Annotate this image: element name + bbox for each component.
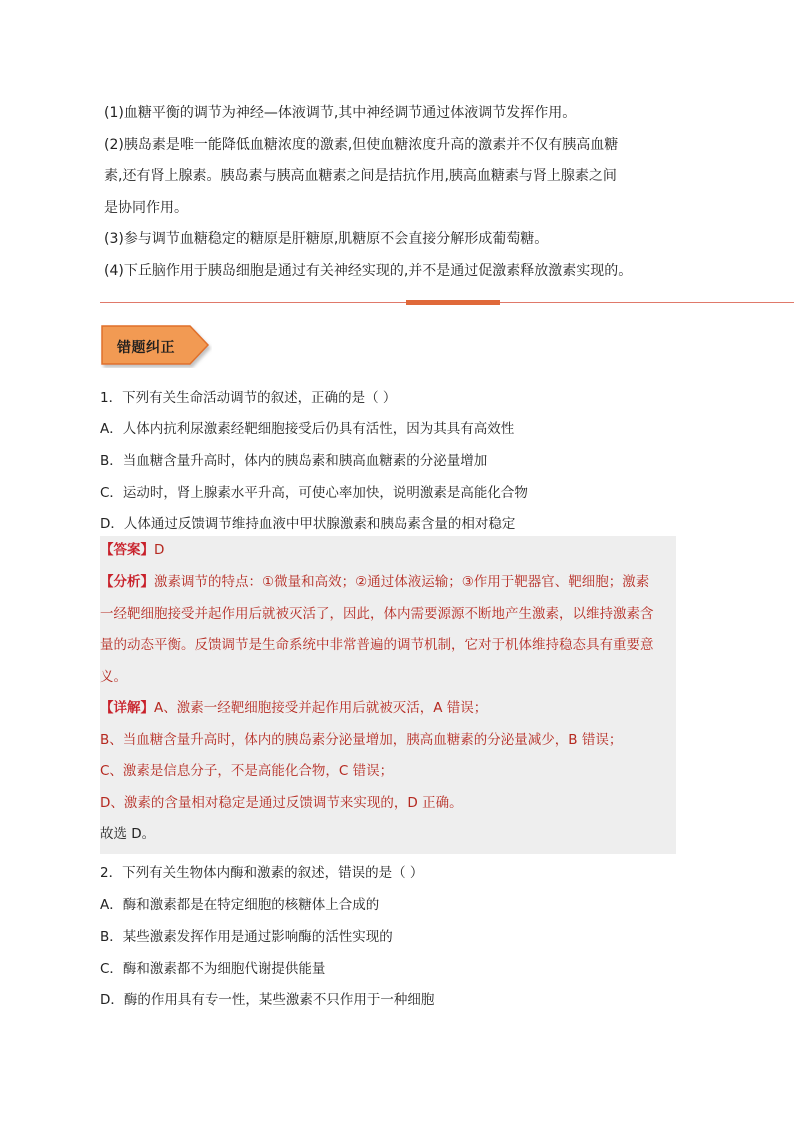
detail-block [100, 693, 676, 851]
detail-line: A、激素一经靶细胞接受并起作用后就被灭活，A 错误； [154, 700, 488, 716]
detail-line: C、激素是信息分子，不是高能化合物，C 错误； [100, 763, 394, 779]
question-1-option-d: D．人体通过反馈调节维持血液中甲状腺激素和胰岛素含量的相对稳定 [100, 516, 516, 532]
note-line: 素,还有肾上腺素。胰岛素与胰高血糖素之间是拮抗作用,胰高血糖素与肾上腺素之间 [104, 168, 617, 184]
note-line: (1)血糖平衡的调节为神经—体液调节,其中神经调节通过体液调节发挥作用。 [104, 105, 577, 121]
question-2-stem: 2．下列有关生物体内酶和激素的叙述，错误的是（ ） [100, 865, 424, 881]
answer-line [100, 535, 676, 567]
question-1-stem: 1．下列有关生命活动调节的叙述，正确的是（ ） [100, 390, 397, 406]
section-divider-accent [406, 300, 500, 305]
detail-line: D、激素的含量相对稳定是通过反馈调节来实现的，D 正确。 [100, 794, 463, 811]
analysis-tag: 【分析】 [100, 574, 154, 590]
answer-tag: 【答案】 [100, 542, 154, 558]
question-1-option-b: B．当血糖含量升高时，体内的胰岛素和胰高血糖素的分泌量增加 [100, 453, 488, 469]
note-line: 是协同作用。 [104, 199, 188, 216]
answer-value: D [154, 542, 165, 558]
question-1-option-a: A．人体内抗利尿激素经靶细胞接受后仍具有活性，因为其具有高效性 [100, 421, 515, 437]
analysis-line: 义。 [100, 668, 127, 685]
detail-line: B、当血糖含量升高时，体内的胰岛素分泌量增加，胰高血糖素的分泌量减少，B 错误； [100, 731, 623, 748]
detail-tag: 【详解】 [100, 700, 154, 716]
note-line: (4)下丘脑作用于胰岛细胞是通过有关神经实现的,并不是通过促激素释放激素实现的。 [104, 262, 633, 279]
analysis-block [100, 567, 676, 693]
question-1-option-c: C．运动时，肾上腺素水平升高，可使心率加快，说明激素是高能化合物 [100, 485, 528, 501]
question-2-option-b: B．某些激素发挥作用是通过影响酶的活性实现的 [100, 929, 393, 945]
note-line: (2)胰岛素是唯一能降低血糖浓度的激素,但使血糖浓度升高的激素并不仅有胰高血糖 [104, 136, 619, 153]
analysis-line: 激素调节的特点：①微量和高效；②通过体液运输；③作用于靶器官、靶细胞；激素 [154, 574, 650, 590]
question-2-option-c: C．酶和激素都不为细胞代谢提供能量 [100, 961, 326, 977]
note-line: (3)参与调节血糖稳定的糖原是肝糖原,肌糖原不会直接分解形成葡萄糖。 [104, 231, 549, 247]
section-badge [100, 324, 212, 368]
question-2-option-a: A．酶和激素都是在特定细胞的核糖体上合成的 [100, 897, 380, 913]
summary-notes [104, 98, 684, 287]
analysis-line: 一经靶细胞接受并起作用后就被灭活了，因此，体内需要源源不断地产生激素，以维持激素含 [100, 605, 654, 622]
analysis-line: 量的动态平衡。反馈调节是生命系统中非常普遍的调节机制，它对于机体维持稳态具有重要意 [100, 637, 654, 653]
question-2-option-d: D．酶的作用具有专一性，某些激素不只作用于一种细胞 [100, 992, 435, 1008]
section-badge-label: 错题纠正 [117, 340, 175, 356]
final-choice: 故选 D。 [100, 826, 156, 842]
